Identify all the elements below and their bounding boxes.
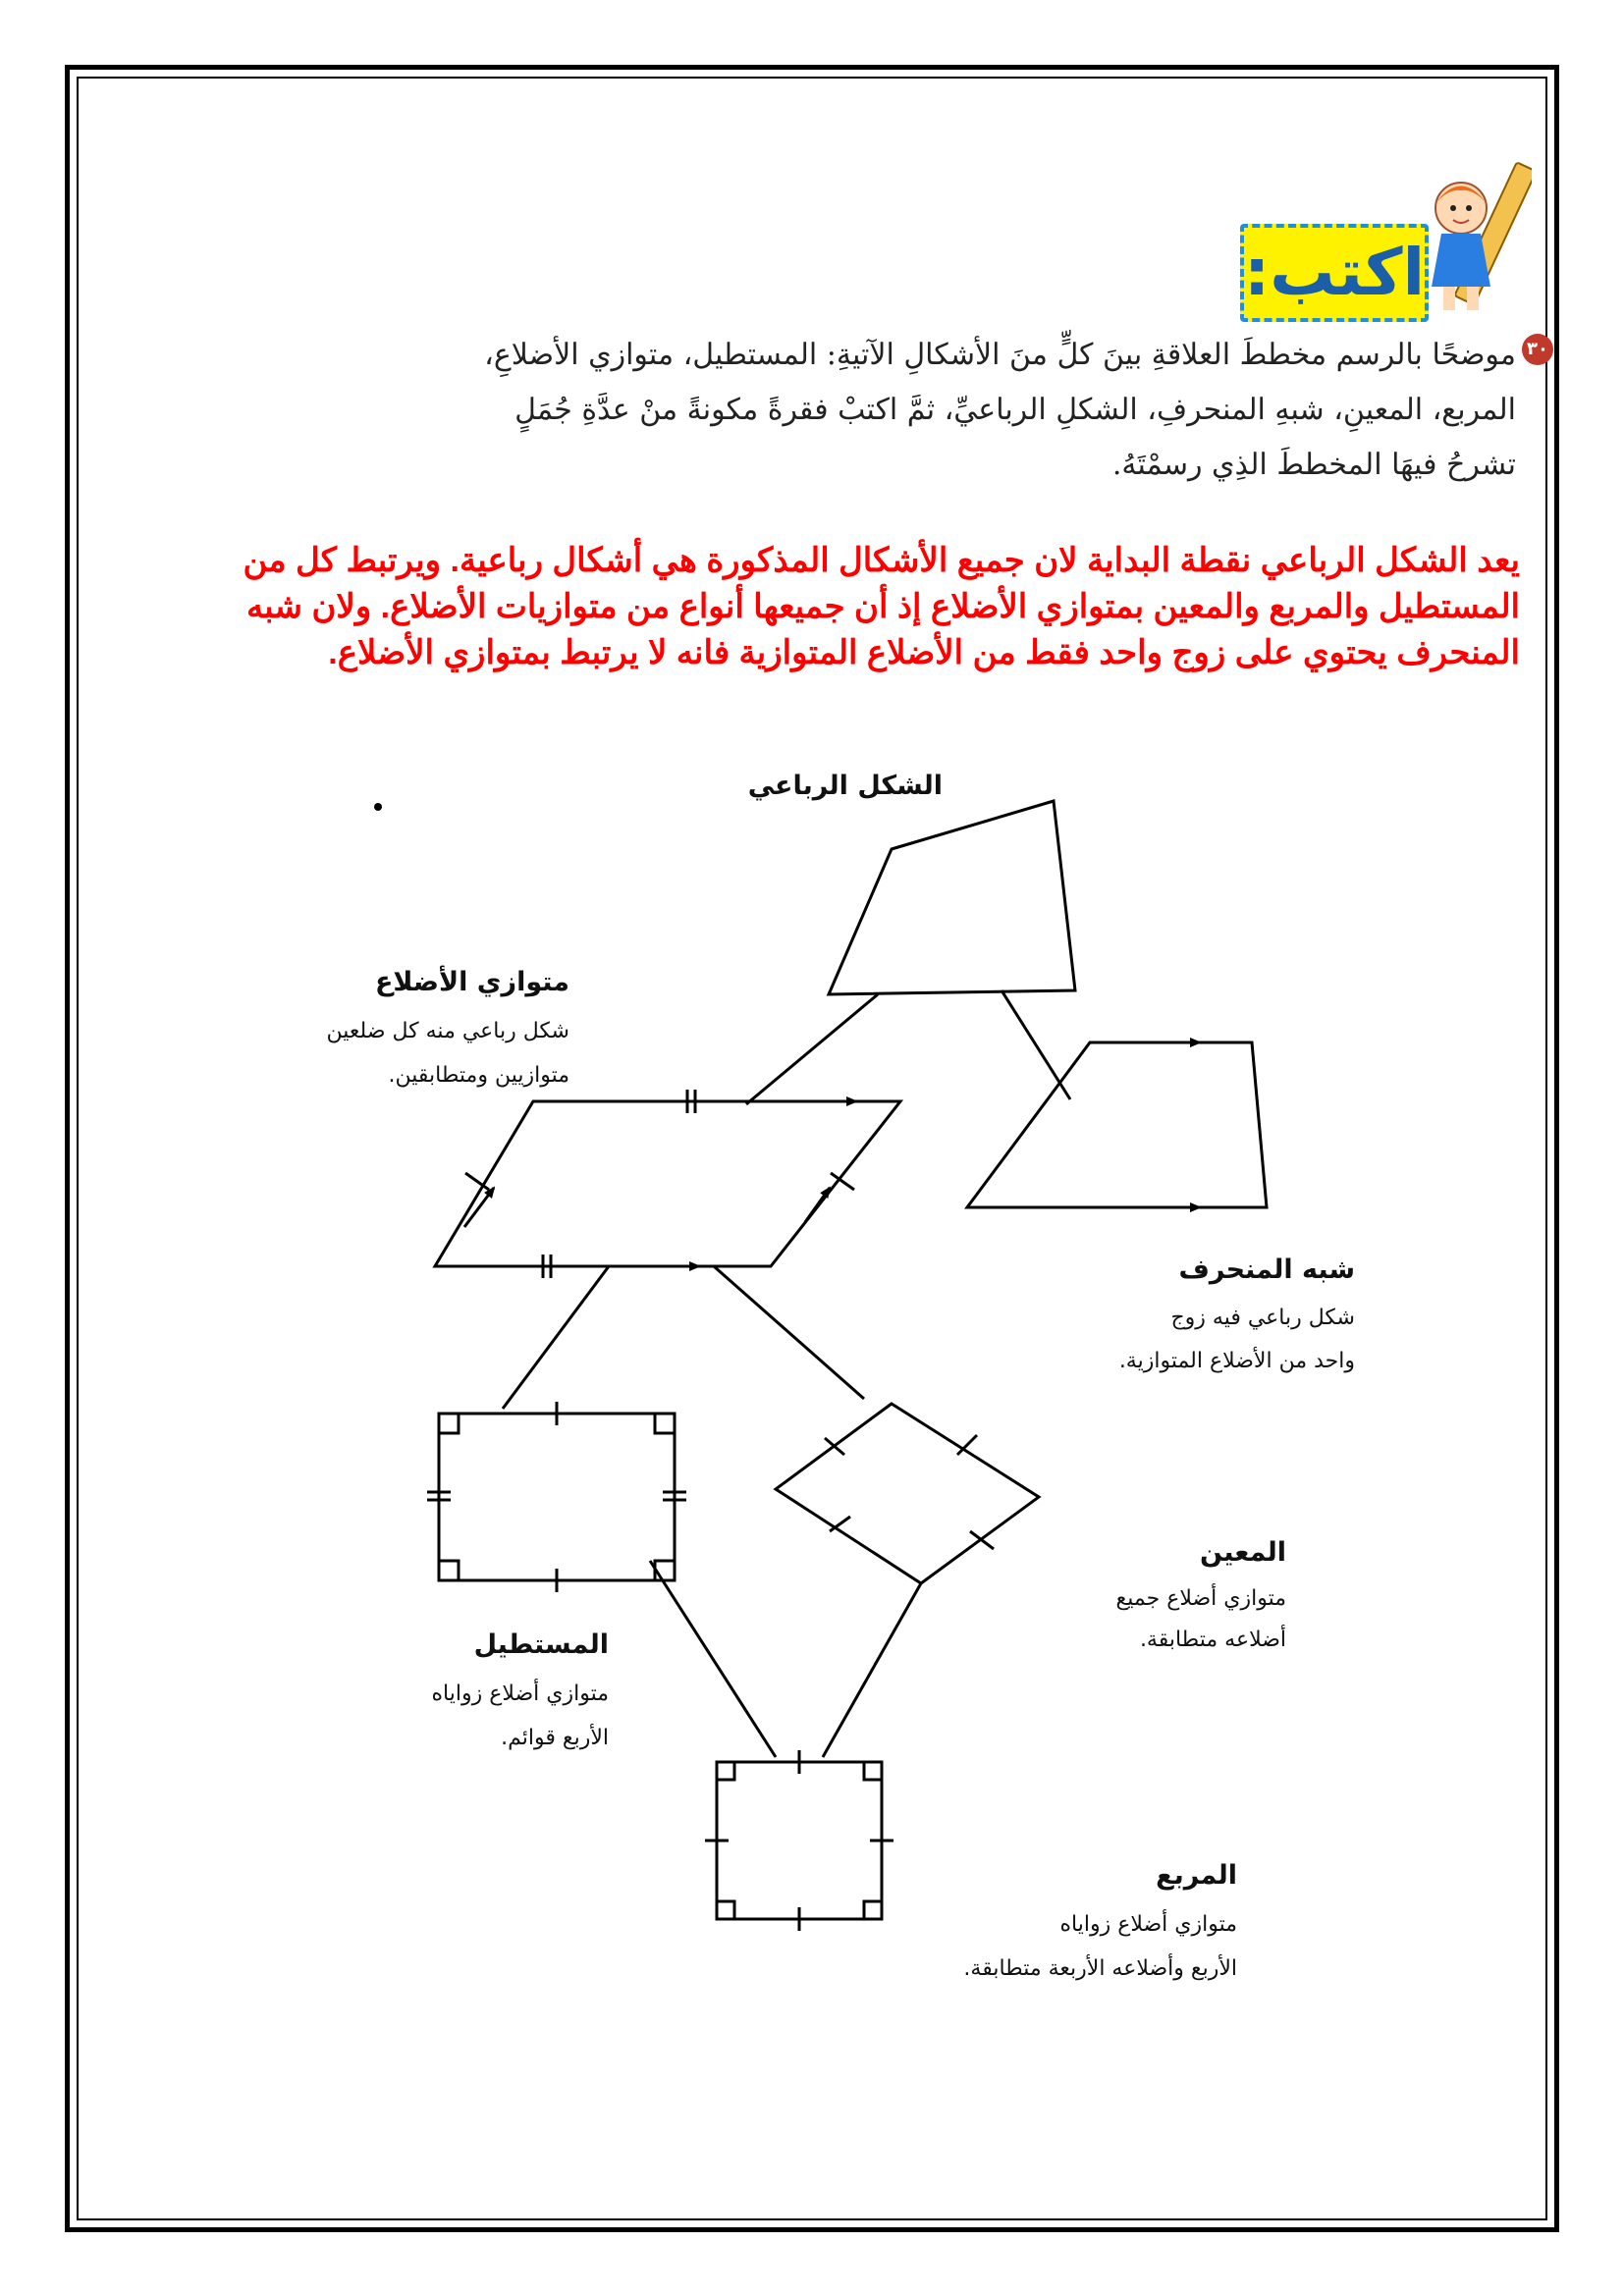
square-title: المربع: [1156, 1860, 1237, 1891]
rhombus-desc-2: أضلاعه متطابقة.: [1139, 1628, 1286, 1652]
parallelogram-desc-1: شكل رباعي منه كل ضلعين: [326, 1019, 569, 1043]
square-right-angle: [864, 1901, 882, 1919]
square-desc-1: متوازي أضلاع زواياه: [1059, 1912, 1237, 1937]
rectangle-desc-1: متوازي أضلاع زواياه: [431, 1682, 609, 1706]
quadrilateral-shape: [829, 801, 1075, 994]
connector-parallelogram-rhombus: [714, 1266, 864, 1399]
rectangle-title: المستطيل: [473, 1629, 609, 1660]
square-shape: [717, 1762, 882, 1919]
connector-quad-parallelogram: [746, 994, 878, 1104]
rectangle-right-angle: [439, 1561, 459, 1580]
connector-rectangle-square: [650, 1561, 776, 1757]
connector-parallelogram-rectangle: [503, 1266, 609, 1409]
rectangle-right-angle: [655, 1414, 675, 1433]
trapezoid-title: شبه المنحرف: [1178, 1255, 1355, 1285]
square-right-angle: [864, 1762, 882, 1780]
parallelogram-title: متوازي الأضلاع: [374, 967, 569, 997]
header-title: اكتب:: [1243, 235, 1426, 310]
rhombus-desc-1: متوازي أضلاع جميع: [1115, 1586, 1286, 1611]
question-text: موضحًا بالرسم مخططَ العلاقةِ بينَ كلٍّ منَ الأشكالِ الآتيةِ: المستطيل، متوازي الأضلاعِ، المربع، المعينِ، شبهِ المنحرفِ، الشكلِ الرباعيِّ، ثمَّ اكتبْ فقرةً مكونةً منْ عدَّةِ جُمَلٍ تشرحُ فيهَا المخططَ الذِي رسمْتَهُ.: [484, 338, 1516, 482]
trapezoid-shape: [967, 1042, 1267, 1207]
square-right-angle: [717, 1762, 734, 1780]
trapezoid-desc-1: شكل رباعي فيه زوج: [1170, 1306, 1355, 1330]
rectangle-desc-2: الأربع قوائم.: [501, 1726, 609, 1750]
rhombus-shape: [776, 1404, 1039, 1583]
answer-text: يعد الشكل الرباعي نقطة البداية لان جميع الأشكال المذكورة هي أشكال رباعية. ويرتبط كل من المستطيل والمربع والمعين بمتوازي الأضلاع إذ أن جميعها أنواع من متوازيات الأضلاع. ولان شبه المنحرف يحتوي على زوج واحد فقط من الأضلاع المتوازية فانه لا يرتبط بمتوازي الأضلاع.: [243, 542, 1520, 671]
rectangle-shape: [439, 1414, 675, 1580]
question-number: ٣٠: [1522, 334, 1553, 365]
parallelogram-right-arrow: [805, 1188, 830, 1222]
parallelogram-desc-2: متوازيين ومتطابقين.: [388, 1063, 569, 1088]
connector-rhombus-square: [823, 1583, 921, 1757]
quadrilateral-title: الشكل الرباعي: [747, 771, 943, 801]
square-right-angle: [717, 1901, 734, 1919]
parallelogram-shape: [435, 1101, 900, 1266]
rhombus-title: المعين: [1199, 1537, 1286, 1568]
trapezoid-desc-2: واحد من الأضلاع المتوازية.: [1118, 1349, 1355, 1373]
stray-dot: [374, 803, 382, 811]
square-desc-2: الأربع وأضلاعه الأربعة متطابقة.: [963, 1956, 1237, 1981]
rectangle-right-angle: [439, 1414, 459, 1433]
